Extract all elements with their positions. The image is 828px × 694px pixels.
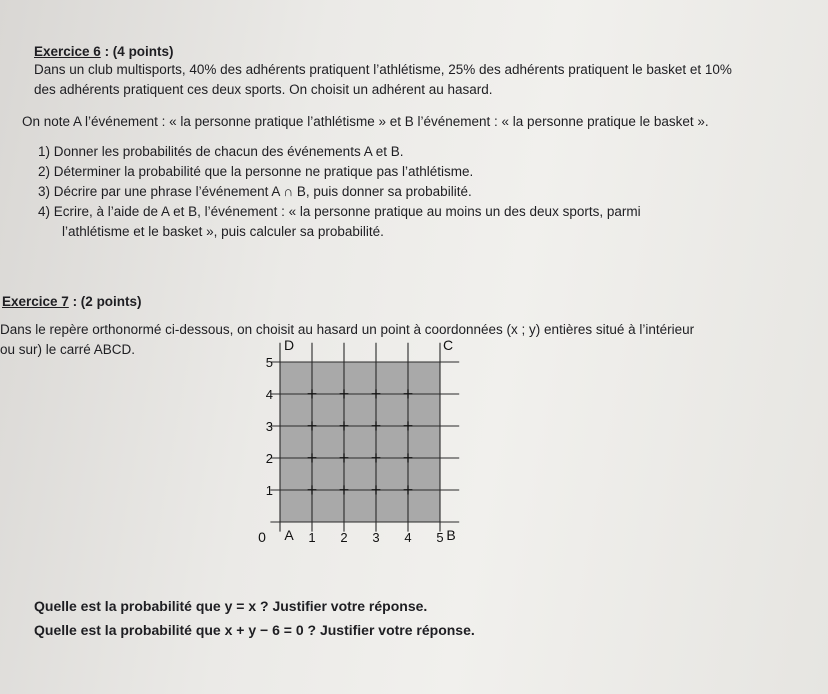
interior-point-marker: +	[402, 384, 414, 404]
exercise7-intro-line1: Dans le repère orthonormé ci-dessous, on choisit au hasard un point à coordonnées (x ; y) entières situé à l’intérieur	[0, 322, 695, 337]
interior-point-marker: +	[402, 480, 414, 500]
grid-lines	[270, 343, 459, 532]
interior-point-marker: +	[338, 384, 350, 404]
x-tick-label: 3	[372, 530, 380, 545]
interior-point-marker: +	[338, 416, 350, 436]
y-tick-label: 2	[265, 451, 273, 466]
exercise7-points: : (2 points)	[68, 294, 142, 309]
square-abcd	[280, 362, 440, 522]
interior-point-marker: +	[306, 480, 318, 500]
interior-point-marker: +	[306, 384, 318, 404]
origin-label: 0	[258, 529, 266, 545]
exercise6-points: : (4 points)	[100, 44, 174, 59]
exercise6-title: Exercice 6	[34, 44, 101, 59]
coordinate-grid-figure	[225, 340, 475, 572]
interior-point-marker: +	[370, 448, 382, 468]
y-tick-label: 5	[265, 355, 273, 370]
exercise6-intro-line2: des adhérents pratiquent ces deux sports. On choisit un adhérent au hasard.	[34, 82, 493, 97]
exercise7-question-sum-equals-six: Quelle est la probabilité que x + y − 6 = 0 ? Justifier votre réponse.	[34, 622, 475, 638]
exercise6-question-1: 1) Donner les probabilités de chacun des événements A et B.	[38, 144, 404, 159]
exercise6-question-3: 3) Décrire par une phrase l’événement A ∩ B, puis donner sa probabilité.	[38, 184, 472, 199]
exercise7-intro-line2: ou sur) le carré ABCD.	[0, 342, 136, 357]
exercise6-question-2: 2) Déterminer la probabilité que la personne ne pratique pas l’athlétisme.	[38, 164, 474, 179]
exercise6-events-definition: On note A l’événement : « la personne pratique l’athlétisme » et B l’événement : « la personne pratique le basket ».	[22, 114, 709, 129]
point-d-label: D	[283, 340, 295, 353]
x-tick-label: 5	[436, 530, 444, 545]
exercise6-question-4-line2: l’athlétisme et le basket », puis calculer sa probabilité.	[62, 224, 384, 239]
interior-point-marker: +	[306, 448, 318, 468]
x-tick-label: 4	[404, 530, 412, 545]
y-tick-label: 3	[265, 419, 273, 434]
interior-point-marker: +	[402, 448, 414, 468]
exercise7-heading	[2, 294, 142, 309]
exercise7-title: Exercice 7	[2, 294, 69, 309]
y-tick-label: 4	[265, 387, 273, 402]
interior-point-marker: +	[370, 416, 382, 436]
interior-point-marker: +	[370, 384, 382, 404]
exercise7-question-y-equals-x: Quelle est la probabilité que y = x ? Justifier votre réponse.	[34, 598, 428, 614]
interior-point-marker: +	[402, 416, 414, 436]
point-a-label: A	[284, 527, 294, 543]
interior-point-marker: +	[338, 448, 350, 468]
exercise6-heading	[34, 44, 174, 59]
interior-point-marker: +	[370, 480, 382, 500]
point-c-label: C	[442, 340, 454, 353]
exercise6-intro-line1: Dans un club multisports, 40% des adhérents pratiquent l’athlétisme, 25% des adhérents pratiquent le basket et 10%	[34, 62, 732, 77]
point-b-label: B	[446, 527, 456, 543]
x-tick-label: 1	[308, 530, 316, 545]
y-tick-label: 1	[265, 483, 273, 498]
exercise6-question-4-line1: 4) Ecrire, à l’aide de A et B, l’événement : « la personne pratique au moins un des deux sports, parmi	[38, 204, 641, 219]
interior-point-marker: +	[338, 480, 350, 500]
interior-point-marker: +	[306, 416, 318, 436]
x-tick-label: 2	[340, 530, 348, 545]
